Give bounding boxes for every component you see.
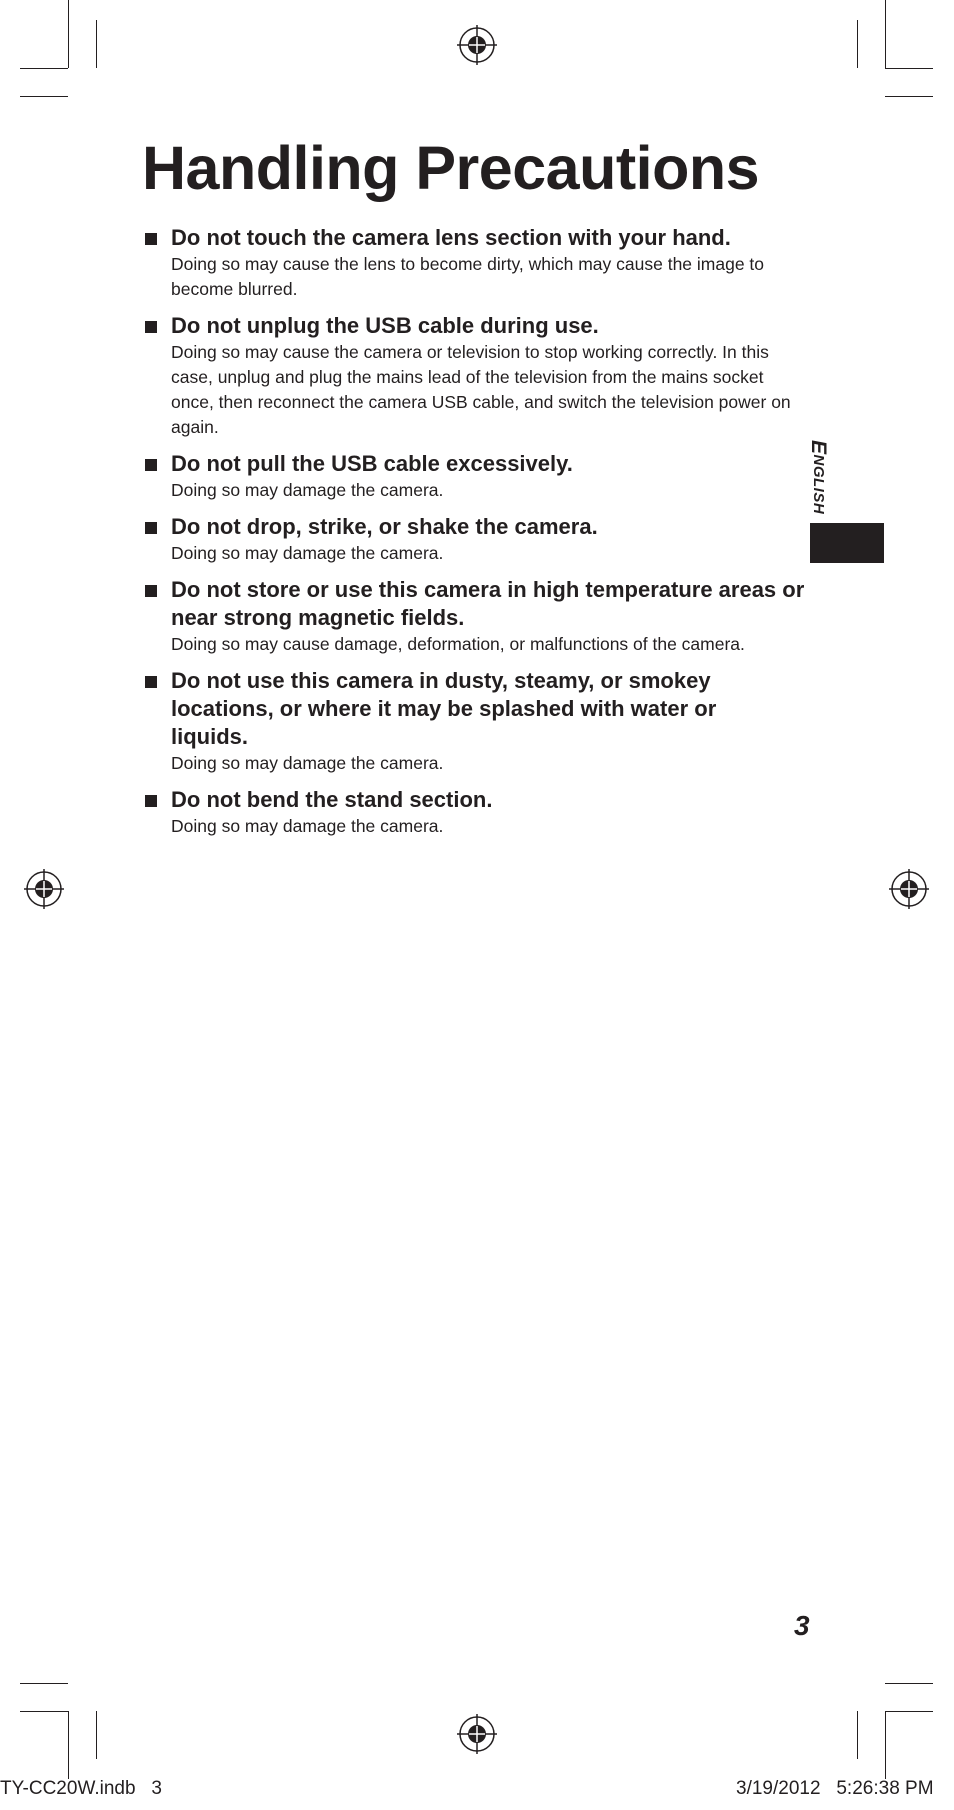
square-bullet-icon [145,233,157,245]
precaution-description: Doing so may damage the camera. [171,753,444,773]
crop-mark [68,1711,69,1779]
precaution-item [142,786,822,839]
precaution-item [142,513,822,566]
page-title: Handling Precautions [142,134,760,202]
precautions-list [142,224,822,849]
precaution-item [142,667,822,776]
precaution-heading: Do not drop, strike, or shake the camera. [171,514,598,539]
crop-mark [885,1711,933,1712]
crop-mark [885,68,933,69]
language-tab-rest: NGLISH [810,454,827,515]
crop-mark [885,0,886,68]
crop-mark [20,96,68,97]
square-bullet-icon [145,676,157,688]
precaution-description: Doing so may damage the camera. [171,480,444,500]
square-bullet-icon [145,585,157,597]
precaution-description: Doing so may damage the camera. [171,543,444,563]
precaution-description: Doing so may damage the camera. [171,816,444,836]
precaution-description: Doing so may cause the camera or television to stop working correctly. In this case, unplug and plug the mains lead of the television from the mains socket once, then reconnect the camera USB cable, and switch the television power on again. [171,342,791,437]
language-tab-marker [810,523,884,563]
precaution-item [142,312,822,440]
precaution-heading: Do not touch the camera lens section with your hand. [171,225,731,250]
precaution-heading: Do not unplug the USB cable during use. [171,313,599,338]
square-bullet-icon [145,459,157,471]
registration-mark-icon [457,25,497,65]
registration-mark-icon [457,1714,497,1754]
language-tab-label [808,440,829,514]
precaution-description: Doing so may cause the lens to become dirty, which may cause the image to become blurred. [171,254,765,299]
precaution-item [142,576,822,657]
precaution-heading: Do not use this camera in dusty, steamy, or smokey locations, or where it may be splashed with water or liquids. [171,668,717,749]
registration-mark-icon [24,869,64,909]
square-bullet-icon [145,795,157,807]
precaution-description: Doing so may cause damage, deformation, or malfunctions of the camera. [171,634,745,654]
precaution-heading: Do not store or use this camera in high temperature areas or near strong magnetic fields. [171,577,805,630]
precaution-heading: Do not bend the stand section. [171,787,493,812]
square-bullet-icon [145,522,157,534]
registration-mark-icon [889,869,929,909]
crop-mark [96,1711,97,1759]
language-tab-initial: E [807,440,830,455]
crop-mark [885,1683,933,1684]
square-bullet-icon [145,321,157,333]
crop-mark [20,68,68,69]
precaution-item [142,450,822,503]
slug-timestamp: 3/19/2012 5:26:38 PM [736,1778,934,1799]
crop-mark [20,1683,68,1684]
crop-mark [20,1711,68,1712]
precaution-heading: Do not pull the USB cable excessively. [171,451,573,476]
crop-mark [885,96,933,97]
crop-mark [96,20,97,68]
crop-mark [68,0,69,68]
slug-filename: TY-CC20W.indb 3 [0,1778,162,1799]
crop-mark [857,20,858,68]
page-number: 3 [794,1610,810,1641]
crop-mark [885,1711,886,1779]
crop-mark [857,1711,858,1759]
precaution-item [142,224,822,302]
